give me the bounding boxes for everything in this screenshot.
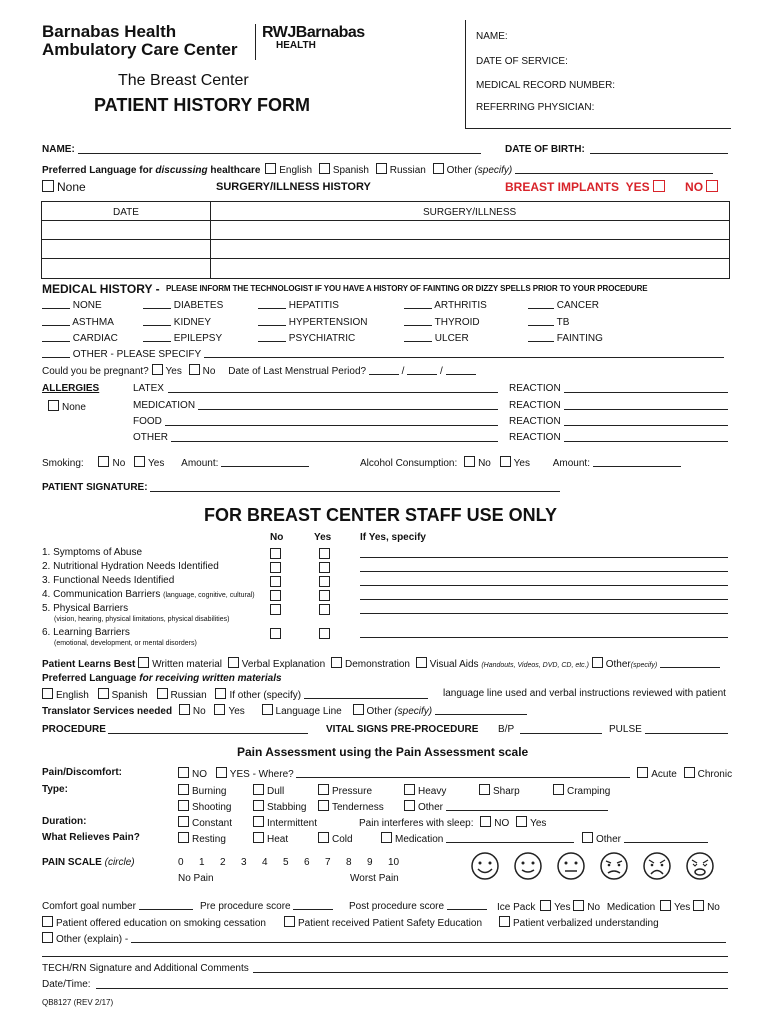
med-thyroid-blank[interactable]: [404, 316, 432, 326]
staff-item-5: 5. Physical Barriers: [42, 603, 129, 614]
pain-scale-no-pain: No Pain: [178, 873, 214, 884]
relief-heat-checkbox[interactable]: [253, 832, 264, 843]
pulse-label: PULSE: [609, 724, 642, 735]
pain-scale-2[interactable]: 2: [220, 857, 226, 868]
date-time-field[interactable]: [96, 979, 728, 989]
relief-other-field[interactable]: [624, 833, 708, 843]
relief-medication: Medication: [381, 832, 574, 845]
med-diabetes: DIABETES: [143, 299, 223, 311]
reaction-field-1[interactable]: [564, 383, 728, 393]
pain-scale-10[interactable]: 10: [388, 857, 400, 868]
learn-verbal-checkbox[interactable]: [228, 657, 239, 668]
lmp-year[interactable]: [446, 365, 476, 375]
pain-scale-4[interactable]: 4: [262, 857, 268, 868]
pain-scale-6[interactable]: 6: [304, 857, 310, 868]
medical-history-notice: PLEASE INFORM THE TECHNOLOGIST IF YOU HAVE A HISTORY OF FAINTING OR DIZZY SPELLS PRIOR TO YOUR PROCEDURE: [166, 284, 648, 293]
med-tb-blank[interactable]: [528, 316, 554, 326]
dob-field[interactable]: [590, 144, 728, 154]
allergy-other: OTHER: [133, 432, 168, 443]
relief-medication-field[interactable]: [446, 833, 574, 843]
pain-dull-checkbox[interactable]: [253, 784, 264, 795]
allergy-other-field[interactable]: [171, 432, 498, 442]
pain-face-6-icon[interactable]: [599, 851, 629, 881]
pref-other-checkbox[interactable]: [215, 688, 226, 699]
pain-pressure: Pressure: [318, 784, 372, 797]
pain-tenderness: Tenderness: [318, 800, 384, 813]
tech-signature-field[interactable]: [253, 963, 728, 973]
pain-sleep-no-checkbox[interactable]: [480, 816, 491, 827]
bp-field[interactable]: [520, 724, 602, 734]
breast-implants: BREAST IMPLANTS YES NO: [505, 180, 718, 194]
learn-other-checkbox[interactable]: [592, 657, 603, 668]
learns-best-row: Patient Learns Best Written material Verbal Explanation Demonstration Visual Aids (Handouts, Videos, DVD, CD, etc.) Other(specify): [42, 657, 720, 670]
lmp-day[interactable]: [407, 365, 437, 375]
patient-signature-label: PATIENT SIGNATURE:: [42, 482, 148, 493]
alcohol-amount-field[interactable]: [593, 457, 681, 467]
ice-pack-yes-checkbox[interactable]: [540, 900, 551, 911]
pain-face-4-icon[interactable]: [556, 851, 586, 881]
dob-label: DATE OF BIRTH:: [505, 144, 585, 155]
date-time-label: Date/Time:: [42, 979, 91, 990]
pain-where-field[interactable]: [296, 768, 630, 778]
relief-other-checkbox[interactable]: [582, 832, 593, 843]
pain-yes-checkbox[interactable]: [216, 767, 227, 778]
pain-discomfort-row: NO YES - Where? Acute Chronic: [178, 767, 732, 780]
surgery-none-checkbox[interactable]: [42, 180, 54, 192]
staff-item-1: 1. Symptoms of Abuse: [42, 547, 143, 558]
id-box-referring-physician: REFERRING PHYSICIAN:: [476, 102, 595, 113]
pref-lang-heading: Preferred Language for receiving written materials: [42, 673, 282, 684]
relief-heat: Heat: [253, 832, 288, 845]
relief-other: Other: [582, 832, 708, 845]
reaction-field-4[interactable]: [564, 432, 728, 442]
staff-item-6: 6. Learning Barriers: [42, 627, 130, 638]
med-other: OTHER - PLEASE SPECIFY: [42, 348, 724, 360]
reaction-field-2[interactable]: [564, 400, 728, 410]
staff-title: FOR BREAST CENTER STAFF USE ONLY: [204, 505, 558, 525]
med-kidney: KIDNEY: [143, 316, 211, 328]
smoking-row: Smoking: No Yes Amount:: [42, 456, 309, 469]
pregnancy-row: Could you be pregnant? Yes No Date of Last Menstrual Period? / /: [42, 364, 476, 377]
name-field[interactable]: [78, 144, 481, 154]
med-hypertension-blank[interactable]: [258, 316, 286, 326]
pain-scale-0[interactable]: 0: [178, 857, 184, 868]
pre-score-field[interactable]: [293, 900, 333, 910]
center-name: The Breast Center: [118, 72, 249, 89]
allergy-latex-field[interactable]: [168, 383, 498, 393]
pain-scale-3[interactable]: 3: [241, 857, 247, 868]
pain-scale-1[interactable]: 1: [199, 857, 205, 868]
pain-burning: Burning: [178, 784, 226, 797]
org-name-line2: Ambulatory Care Center: [42, 40, 238, 59]
med-none-blank[interactable]: [42, 299, 70, 309]
pain-discomfort-label: Pain/Discomfort:: [42, 767, 123, 778]
pain-type-other: Other: [404, 800, 608, 813]
staff-col-specify: If Yes, specify: [360, 532, 426, 543]
pain-intermittent: Intermittent: [253, 816, 317, 829]
pain-scale-7[interactable]: 7: [325, 857, 331, 868]
med-tb: TB: [528, 316, 569, 328]
allergy-medication-field[interactable]: [198, 400, 498, 410]
pain-scale-5[interactable]: 5: [283, 857, 289, 868]
pain-sharp-checkbox[interactable]: [479, 784, 490, 795]
reaction-label-3: REACTION: [509, 416, 561, 427]
medical-history-title: MEDICAL HISTORY -: [42, 282, 160, 296]
lang-english-checkbox[interactable]: [265, 163, 276, 174]
pain-tenderness-checkbox[interactable]: [318, 800, 329, 811]
med-fainting-blank[interactable]: [528, 332, 554, 342]
pain-shooting-checkbox[interactable]: [178, 800, 189, 811]
surgery-col-illness: SURGERY/ILLNESS: [423, 207, 517, 218]
surgery-none: None: [42, 180, 86, 194]
name-label: NAME:: [42, 144, 75, 155]
pain-stabbing-checkbox[interactable]: [253, 800, 264, 811]
relief-medication-checkbox[interactable]: [381, 832, 392, 843]
med-diabetes-blank[interactable]: [143, 299, 171, 309]
med-ulcer-blank[interactable]: [404, 332, 432, 342]
other-explain-checkbox[interactable]: [42, 932, 53, 943]
staff-6-no-checkbox[interactable]: [270, 628, 281, 639]
staff-item-3: 3. Functional Needs Identified: [42, 575, 175, 586]
alcohol-yes-checkbox[interactable]: [500, 456, 511, 467]
med-cardiac: CARDIAC: [42, 332, 118, 344]
med-asthma-blank[interactable]: [42, 316, 70, 326]
staff-3-yes-checkbox[interactable]: [319, 576, 330, 587]
smoking-education-checkbox[interactable]: [42, 916, 53, 927]
pain-face-0-icon[interactable]: [470, 851, 500, 881]
med-fainting: FAINTING: [528, 332, 603, 344]
translator-other-field[interactable]: [435, 705, 527, 715]
other-explain: Other (explain) -: [42, 932, 726, 945]
staff-col-no: No: [270, 532, 284, 543]
footer-med-yes-checkbox[interactable]: [660, 900, 671, 911]
post-score: Post procedure score: [349, 900, 487, 912]
pain-type-label: Type:: [42, 784, 68, 795]
lang-spanish-checkbox[interactable]: [319, 163, 330, 174]
verbalized-understanding: Patient verbalized understanding: [499, 916, 659, 929]
vitals-label: VITAL SIGNS PRE-PROCEDURE: [326, 724, 479, 735]
med-other-blank[interactable]: [42, 348, 70, 358]
id-box-date-of-service: DATE OF SERVICE:: [476, 56, 568, 67]
med-kidney-blank[interactable]: [143, 316, 171, 326]
pain-stabbing: Stabbing: [253, 800, 306, 813]
staff-specify-2[interactable]: [360, 571, 728, 572]
staff-5-yes-checkbox[interactable]: [319, 604, 330, 615]
lang-russian-checkbox[interactable]: [376, 163, 387, 174]
learn-visual-checkbox[interactable]: [416, 657, 427, 668]
post-score-field[interactable]: [447, 900, 487, 910]
staff-specify-6[interactable]: [360, 637, 728, 638]
med-epilepsy: EPILEPSY: [143, 332, 222, 344]
other-explain-field[interactable]: [131, 933, 726, 943]
pain-burning-checkbox[interactable]: [178, 784, 189, 795]
learn-other-field[interactable]: [660, 658, 720, 668]
pain-intermittent-checkbox[interactable]: [253, 816, 264, 827]
staff-specify-3[interactable]: [360, 585, 728, 586]
pain-face-10-icon[interactable]: [685, 851, 715, 881]
implants-no-checkbox[interactable]: [706, 180, 718, 192]
pain-heavy: Heavy: [404, 784, 446, 797]
pain-cramping: Cramping: [553, 784, 610, 797]
staff-specify-4[interactable]: [360, 599, 728, 600]
med-cancer: CANCER: [528, 299, 599, 311]
pain-acute-checkbox[interactable]: [637, 767, 648, 778]
allergy-latex: LATEX: [133, 383, 164, 394]
relief-resting: Resting: [178, 832, 226, 845]
comfort-goal-field[interactable]: [139, 900, 193, 910]
safety-education: Patient received Patient Safety Education: [284, 916, 482, 929]
pain-shooting: Shooting: [178, 800, 231, 813]
other-explain-line-2[interactable]: [42, 956, 728, 957]
pain-sharp: Sharp: [479, 784, 520, 797]
language-line-checkbox[interactable]: [262, 704, 273, 715]
staff-3-no-checkbox[interactable]: [270, 576, 281, 587]
staff-item-6-sub: (emotional, development, or mental disorders): [54, 640, 197, 647]
pain-scale-8[interactable]: 8: [346, 857, 352, 868]
alcohol-row: Alcohol Consumption: No Yes Amount:: [360, 456, 681, 469]
pulse-field[interactable]: [645, 724, 728, 734]
pain-type-other-field[interactable]: [446, 801, 608, 811]
staff-specify-1[interactable]: [360, 557, 728, 558]
staff-col-yes: Yes: [314, 532, 332, 543]
med-thyroid: THYROID: [404, 316, 480, 328]
pain-scale-worst: Worst Pain: [350, 873, 399, 884]
med-arthritis: ARTHRITIS: [404, 299, 487, 311]
relief-cold-checkbox[interactable]: [318, 832, 329, 843]
reaction-label-4: REACTION: [509, 432, 561, 443]
implants-yes-checkbox[interactable]: [653, 180, 665, 192]
learn-demo-checkbox[interactable]: [331, 657, 342, 668]
staff-item-5-sub: (vision, hearing, physical limitations, physical disabilities): [54, 616, 230, 623]
pain-cramping-checkbox[interactable]: [553, 784, 564, 795]
pain-title: Pain Assessment using the Pain Assessment scale: [237, 745, 529, 759]
pain-sleep-yes-checkbox[interactable]: [516, 816, 527, 827]
pref-spanish-checkbox[interactable]: [98, 688, 109, 699]
pain-pressure-checkbox[interactable]: [318, 784, 329, 795]
allergies-none-checkbox[interactable]: [48, 400, 59, 411]
staff-2-yes-checkbox[interactable]: [319, 562, 330, 573]
staff-item-2: 2. Nutritional Hydration Needs Identified: [42, 561, 219, 572]
org-name-line1: Barnabas Health: [42, 22, 177, 41]
med-psychiatric-blank[interactable]: [258, 332, 286, 342]
pregnant-no-checkbox[interactable]: [189, 364, 200, 375]
pref-russian-checkbox[interactable]: [157, 688, 168, 699]
pre-score: Pre procedure score: [200, 900, 333, 912]
allergies-title: ALLERGIES: [42, 383, 100, 394]
ice-pack-no-checkbox[interactable]: [573, 900, 584, 911]
pain-scale-label: PAIN SCALE (circle): [42, 857, 135, 868]
reaction-label-1: REACTION: [509, 383, 561, 394]
med-hypertension: HYPERTENSION: [258, 316, 368, 328]
med-hepatitis: HEPATITIS: [258, 299, 339, 311]
pain-dull: Dull: [253, 784, 284, 797]
footer-med-no-checkbox[interactable]: [693, 900, 704, 911]
staff-specify-5[interactable]: [360, 613, 728, 614]
form-title: PATIENT HISTORY FORM: [94, 95, 311, 115]
smoking-amount-field[interactable]: [221, 457, 309, 467]
surgery-title: SURGERY/ILLNESS HISTORY: [216, 181, 371, 193]
translator-no-checkbox[interactable]: [179, 704, 190, 715]
med-other-field[interactable]: [204, 348, 724, 358]
reaction-field-3[interactable]: [564, 416, 728, 426]
verbal-note: language line used and verbal instructions reviewed with patient: [443, 688, 726, 699]
translator-row: Translator Services needed No Yes Language Line Other (specify): [42, 704, 527, 717]
alcohol-no-checkbox[interactable]: [464, 456, 475, 467]
pain-sleep-row: Pain interferes with sleep: NO Yes: [359, 818, 547, 829]
med-cardiac-blank[interactable]: [42, 332, 70, 342]
pregnant-yes-checkbox[interactable]: [152, 364, 163, 375]
ice-pack-row: Ice Pack Yes No Medication Yes No: [497, 902, 720, 913]
pref-lang-row: English Spanish Russian If other (specify): [42, 688, 428, 701]
allergy-food: FOOD: [133, 416, 162, 427]
logo-rwj: RWJBarnabas: [262, 24, 365, 41]
staff-4-yes-checkbox[interactable]: [319, 590, 330, 601]
procedure-field[interactable]: [108, 724, 308, 734]
tech-signature-label: TECH/RN Signature and Additional Comments: [42, 963, 249, 974]
pain-chronic-checkbox[interactable]: [684, 767, 695, 778]
pain-scale-9[interactable]: 9: [367, 857, 373, 868]
med-cancer-blank[interactable]: [528, 299, 554, 309]
pain-scale-numbers: [178, 857, 399, 868]
form-code: QB8127 (REV 2/17): [42, 998, 114, 1007]
translator-yes-checkbox[interactable]: [214, 704, 225, 715]
lang-other-field[interactable]: [515, 164, 713, 174]
lang-other-checkbox[interactable]: [433, 163, 444, 174]
staff-item-4: 4. Communication Barriers (language, cognitive, cultural): [42, 589, 255, 600]
med-psychiatric: PSYCHIATRIC: [258, 332, 355, 344]
med-arthritis-blank[interactable]: [404, 299, 432, 309]
pref-english-checkbox[interactable]: [42, 688, 53, 699]
smoking-yes-checkbox[interactable]: [134, 456, 145, 467]
pain-duration-label: Duration:: [42, 816, 87, 827]
surgery-table: [41, 201, 730, 279]
pain-face-2-icon[interactable]: [513, 851, 543, 881]
patient-signature-field[interactable]: [150, 482, 560, 492]
logo-health: HEALTH: [276, 40, 316, 51]
learn-written-checkbox[interactable]: [138, 657, 149, 668]
relief-resting-checkbox[interactable]: [178, 832, 189, 843]
staff-6-yes-checkbox[interactable]: [319, 628, 330, 639]
language-row: Preferred Language for discussing healthcare English Spanish Russian Other (specify): [42, 163, 713, 176]
staff-1-yes-checkbox[interactable]: [319, 548, 330, 559]
pain-constant: Constant: [178, 816, 232, 829]
pain-constant-checkbox[interactable]: [178, 816, 189, 827]
staff-4-no-checkbox[interactable]: [270, 590, 281, 601]
staff-5-no-checkbox[interactable]: [270, 604, 281, 615]
med-hepatitis-blank[interactable]: [258, 299, 286, 309]
smoking-no-checkbox[interactable]: [98, 456, 109, 467]
pref-other-field[interactable]: [304, 689, 428, 699]
med-epilepsy-blank[interactable]: [143, 332, 171, 342]
allergy-medication: MEDICATION: [133, 400, 196, 411]
staff-1-no-checkbox[interactable]: [270, 548, 281, 559]
pain-heavy-checkbox[interactable]: [404, 784, 415, 795]
med-none: NONE: [42, 299, 102, 311]
id-box-name: NAME:: [476, 31, 508, 42]
pain-no-checkbox[interactable]: [178, 767, 189, 778]
bp-label: B/P: [498, 724, 515, 735]
med-asthma: ASTHMA: [42, 316, 114, 328]
verbalized-checkbox[interactable]: [499, 916, 510, 927]
allergies-none: None: [48, 400, 86, 413]
allergy-food-field[interactable]: [165, 416, 498, 426]
staff-2-no-checkbox[interactable]: [270, 562, 281, 573]
logo-divider: [255, 24, 256, 60]
med-ulcer: ULCER: [404, 332, 469, 344]
surgery-col-date: DATE: [113, 207, 139, 218]
lmp-month[interactable]: [369, 365, 399, 375]
pain-type-other-checkbox[interactable]: [404, 800, 415, 811]
pain-relieves-label: What Relieves Pain?: [42, 832, 140, 843]
procedure-label: PROCEDURE: [42, 724, 106, 735]
translator-other-checkbox[interactable]: [353, 704, 364, 715]
comfort-goal: Comfort goal number: [42, 900, 193, 912]
relief-cold: Cold: [318, 832, 353, 845]
reaction-label-2: REACTION: [509, 400, 561, 411]
pain-face-8-icon[interactable]: [642, 851, 672, 881]
id-box-mrn: MEDICAL RECORD NUMBER:: [476, 80, 616, 91]
smoking-education: Patient offered education on smoking cessation: [42, 916, 266, 929]
safety-education-checkbox[interactable]: [284, 916, 295, 927]
